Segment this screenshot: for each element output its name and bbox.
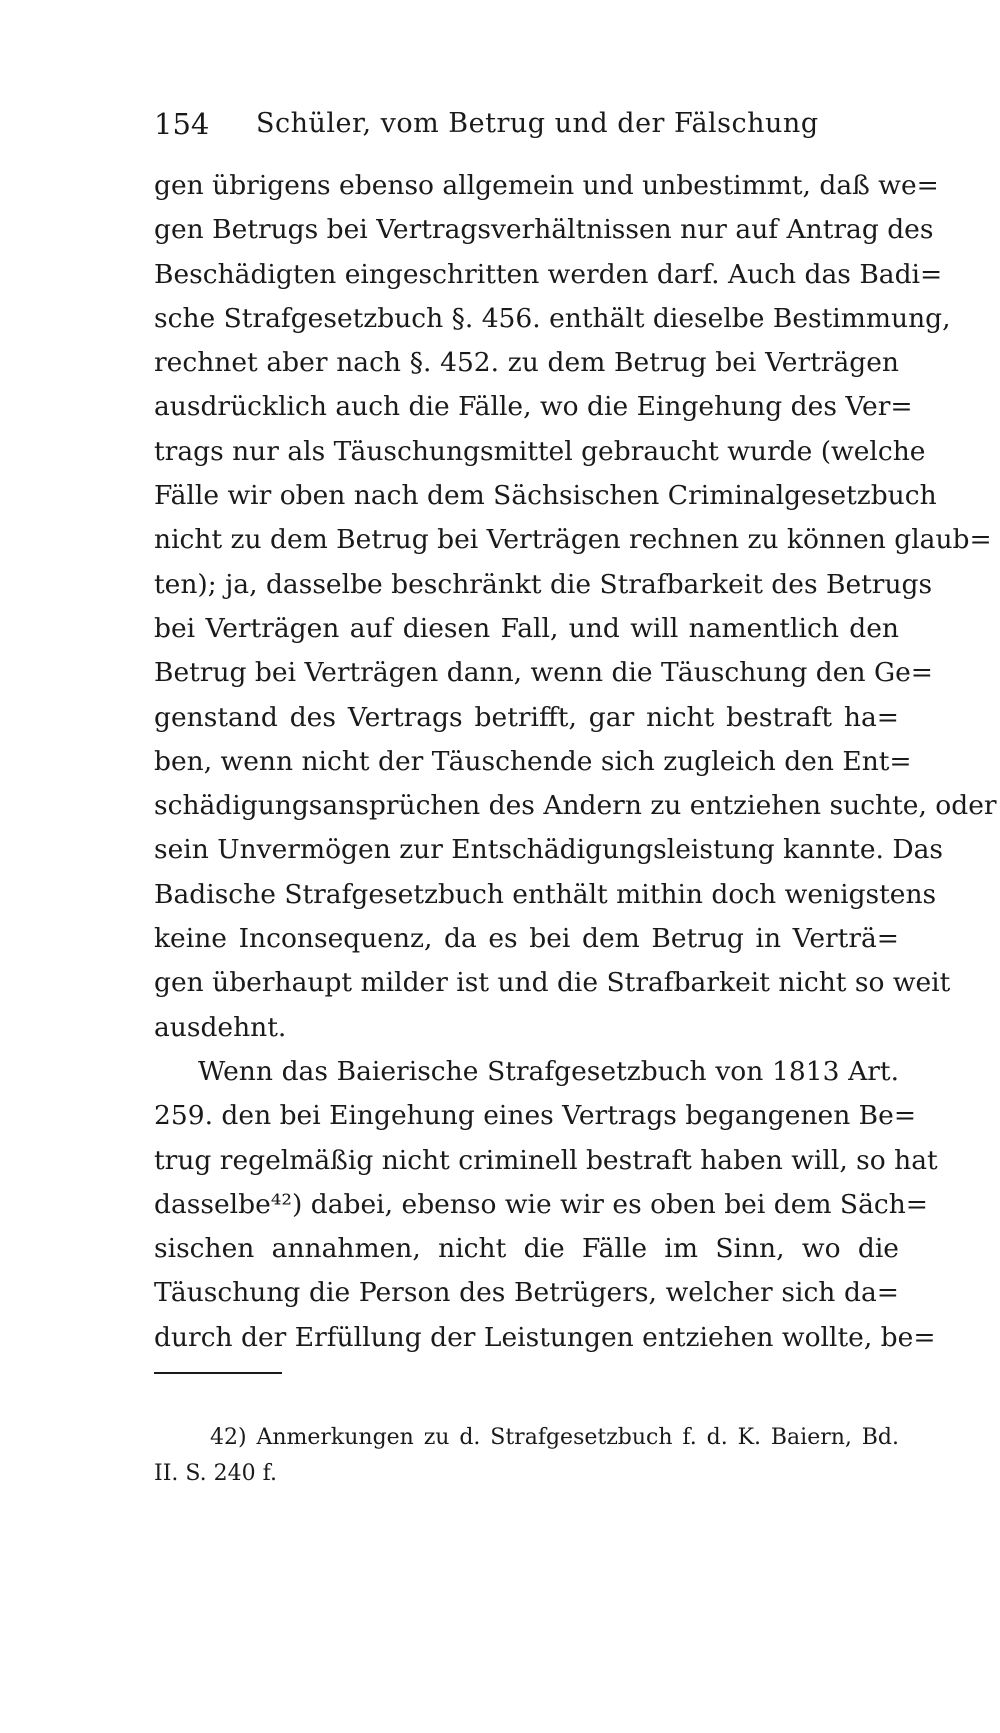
text-line: Badische Strafgesetzbuch enthält mithin doch wenigstens (154, 878, 937, 910)
text-line: sischen annahmen, nicht die Fälle im Sinn, wo die (154, 1233, 899, 1265)
page-header (154, 104, 899, 144)
footnotes (154, 1420, 899, 1492)
paragraph-1 (154, 164, 997, 1050)
footnote-line: 42) Anmerkungen zu d. Strafgesetzbuch f. d. K. Baiern, Bd. (210, 1425, 899, 1450)
text-line: Fälle wir oben nach dem Sächsischen Criminalgesetzbuch (154, 480, 937, 512)
text-line: 259. den bei Eingehung eines Vertrags begangenen Be= (154, 1100, 917, 1132)
text-line: gen überhaupt milder ist und die Strafbarkeit nicht so weit (154, 967, 951, 999)
text-line: ausdrücklich auch die Fälle, wo die Eingehung des Ver= (154, 391, 913, 423)
text-line: dasselbe⁴²) dabei, ebenso wie wir es oben bei dem Säch= (154, 1188, 928, 1220)
text-line: ausdehnt. (154, 1011, 287, 1043)
page-number: 154 (154, 107, 210, 141)
text-line: ben, wenn nicht der Täuschende sich zugleich den Ent= (154, 745, 912, 777)
text-line: ten); ja, dasselbe beschränkt die Strafbarkeit des Betrugs (154, 568, 933, 600)
body-text (154, 164, 997, 1360)
text-line: nicht zu dem Betrug bei Verträgen rechnen zu können glaub= (154, 524, 992, 556)
text-line: trug regelmäßig nicht criminell bestraft haben will, so hat (154, 1144, 938, 1176)
text-line: bei Verträgen auf diesen Fall, und will namentlich den (154, 612, 899, 644)
text-line: Beschädigten eingeschritten werden darf. Auch das Badi= (154, 258, 943, 290)
text-line: sein Unvermögen zur Entschädigungsleistung kannte. Das (154, 834, 943, 866)
running-head: Schüler, vom Betrug und der Fälschung (256, 108, 819, 139)
text-line: Täuschung die Person des Betrügers, welcher sich da= (154, 1277, 899, 1309)
paragraph-2 (154, 1050, 938, 1360)
text-line: Wenn das Baierische Strafgesetzbuch von 1813 Art. (198, 1055, 899, 1087)
footnote-rule (154, 1372, 282, 1374)
text-line: rechnet aber nach §. 452. zu dem Betrug bei Verträgen (154, 347, 899, 379)
text-line: trags nur als Täuschungsmittel gebraucht wurde (welche (154, 435, 926, 467)
footnote-line: II. S. 240 f. (154, 1461, 277, 1486)
footnote-42 (154, 1420, 899, 1492)
text-line: Betrug bei Verträgen dann, wenn die Täuschung den Ge= (154, 657, 933, 689)
text-line: gen übrigens ebenso allgemein und unbestimmt, daß we= (154, 170, 939, 201)
text-line: sche Strafgesetzbuch §. 456. enthält dieselbe Bestimmung, (154, 302, 951, 334)
text-line: genstand des Vertrags betrifft, gar nicht bestraft ha= (154, 701, 899, 733)
text-line: schädigungsansprüchen des Andern zu entziehen suchte, oder (154, 790, 997, 822)
text-line: keine Inconsequenz, da es bei dem Betrug in Verträ= (154, 923, 899, 955)
text-line: durch der Erfüllung der Leistungen entziehen wollte, be= (154, 1321, 936, 1353)
text-line: gen Betrugs bei Vertragsverhältnissen nur auf Antrag des (154, 214, 934, 246)
